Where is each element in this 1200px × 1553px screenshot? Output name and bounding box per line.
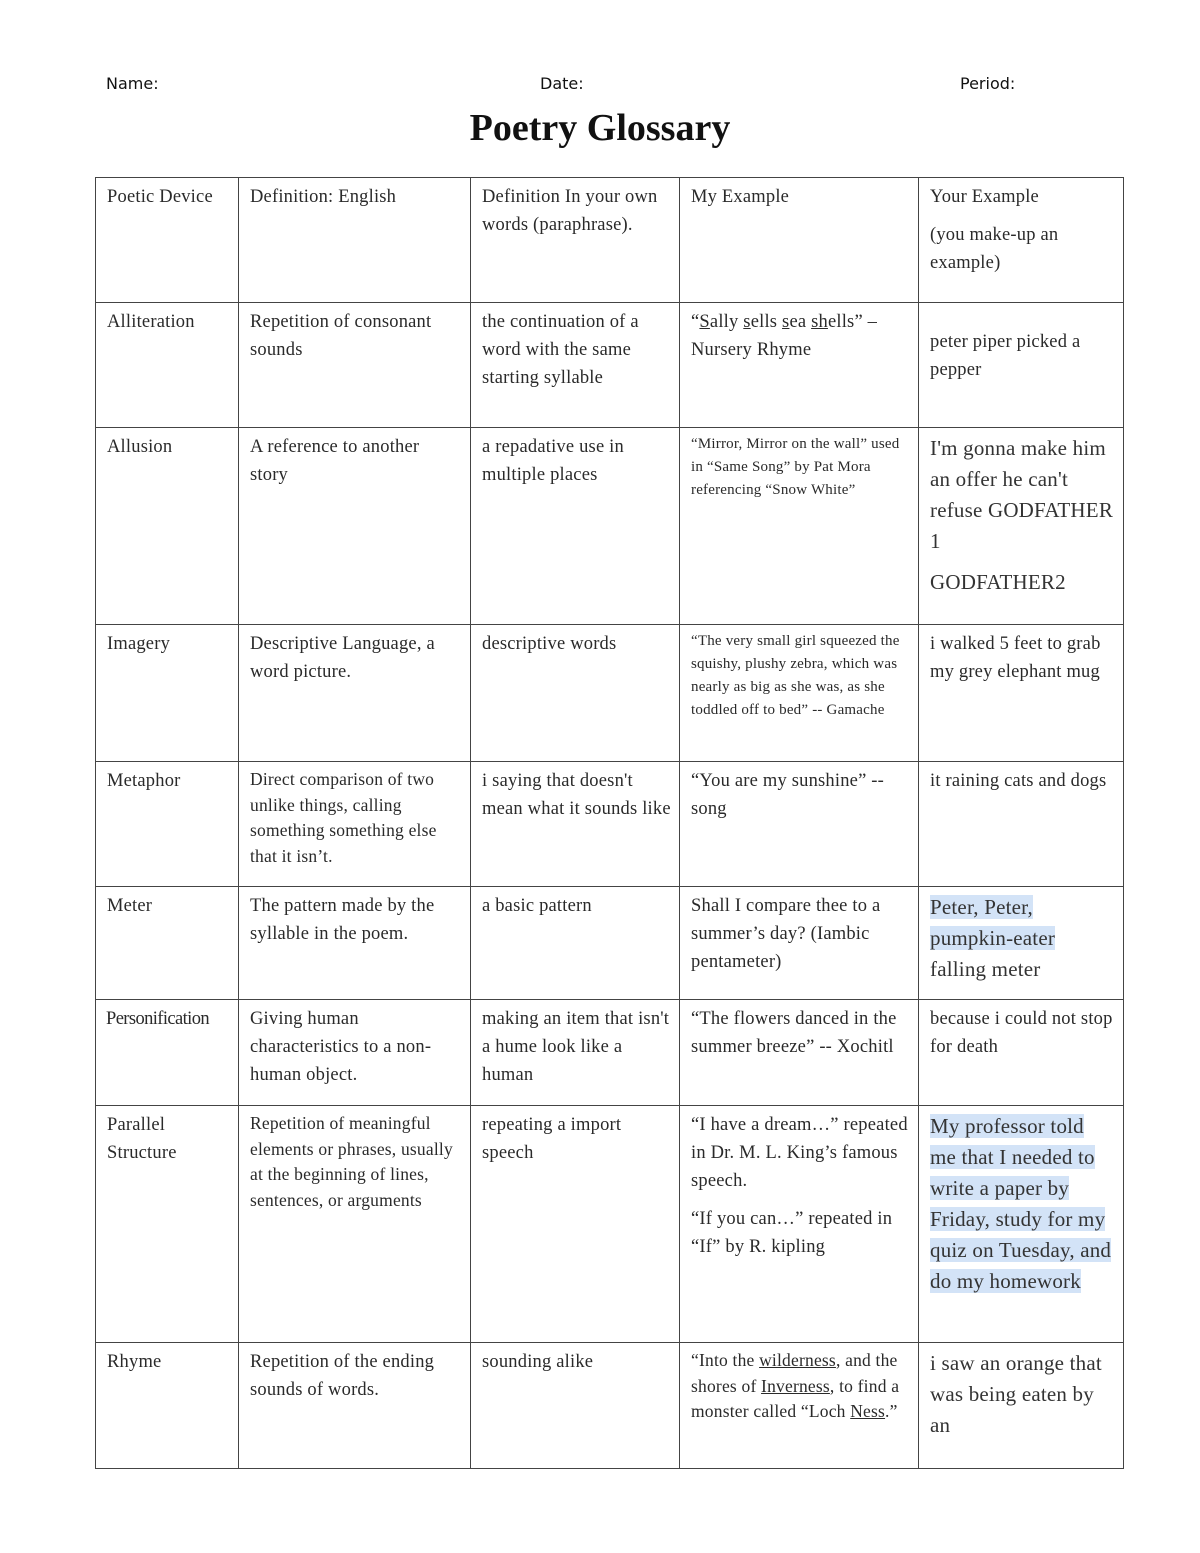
rhyme-word: wilderness [759, 1350, 836, 1370]
rhyme-word: Ness [850, 1401, 886, 1421]
your-example-cell[interactable] [919, 1343, 1124, 1469]
my-example-cell [680, 303, 919, 428]
highlighted-text[interactable]: My professor told me that I needed to write a paper by Friday, study for my quiz on Tuesday, and do my homework [930, 1114, 1112, 1293]
own-words-cell: a basic pattern [471, 887, 680, 1000]
my-example-cell [680, 1106, 919, 1343]
own-words-cell: i saying that doesn't mean what it sounds like [471, 762, 680, 887]
your-example-hint: (you make-up an example) [930, 225, 1059, 273]
definition-cell: Repetition of the ending sounds of words. [239, 1343, 471, 1469]
my-example-cell: “You are my sunshine” -- song [680, 762, 919, 887]
own-words-cell: descriptive words [471, 625, 680, 762]
column-header-your-example [919, 178, 1124, 303]
table-row [96, 1106, 1124, 1343]
definition-cell: Descriptive Language, a word picture. [239, 625, 471, 762]
example-fragment: ea [789, 312, 812, 332]
device-cell: Meter [96, 887, 239, 1000]
your-example-cell[interactable] [919, 887, 1124, 1000]
your-example-text[interactable]: I'm gonna make him an offer he can't refuse GODFATHER 1 [930, 436, 1114, 553]
rhyme-word: Inverness [761, 1375, 830, 1396]
example-fragment: ells [750, 312, 783, 332]
alliteration-letter: s [743, 312, 751, 332]
your-example-cell[interactable]: because i could not stop for death [919, 1000, 1124, 1106]
definition-cell: Repetition of meaningful elements or phrases, usually at the beginning of lines, sentences, or arguments [239, 1106, 471, 1343]
your-example-text[interactable]: peter piper picked a pepper [930, 332, 1081, 380]
example-fragment: ally [709, 312, 744, 332]
example-fragment: “Into the [691, 1350, 760, 1370]
table-row [96, 303, 1124, 428]
page-title: Poetry Glossary [469, 107, 731, 149]
your-example-cell[interactable] [919, 1106, 1124, 1343]
my-example-cell: “The flowers danced in the summer breeze” -- Xochitl [680, 1000, 919, 1106]
your-example-title: Your Example [930, 187, 1039, 207]
your-example-cell[interactable] [919, 303, 1124, 428]
column-header-definition: Definition: English [239, 178, 471, 303]
your-example-text[interactable]: i saw an orange that was being eaten by an [930, 1351, 1102, 1437]
my-example-cell: Shall I compare thee to a summer’s day? (Iambic pentameter) [680, 887, 919, 1000]
period-label: Period: [960, 74, 1016, 93]
table-row [96, 428, 1124, 625]
my-example-cell: “The very small girl squeezed the squishy, plushy zebra, which was nearly as big as she was, as she toddled off to bed” -- Gamache [680, 625, 919, 762]
device-cell: Metaphor [96, 762, 239, 887]
device-cell: Alliteration [96, 303, 239, 428]
example-text-2: “If you can…” repeated in “If” by R. kipling [691, 1209, 893, 1257]
definition-cell: Repetition of consonant sounds [239, 303, 471, 428]
table-row [96, 1000, 1124, 1106]
your-example-cell[interactable]: it raining cats and dogs [919, 762, 1124, 887]
column-header-device: Poetic Device [96, 178, 239, 303]
device-cell: Personification [96, 1000, 239, 1106]
own-words-cell: sounding alike [471, 1343, 680, 1469]
device-cell: Rhyme [96, 1343, 239, 1469]
device-cell: Allusion [96, 428, 239, 625]
definition-cell: The pattern made by the syllable in the poem. [239, 887, 471, 1000]
own-words-cell: the continuation of a word with the same starting syllable [471, 303, 680, 428]
example-fragment: , and the shores of [691, 1350, 898, 1396]
alliteration-letter: sh [811, 312, 828, 332]
alliteration-letter: s [782, 312, 790, 332]
name-label: Name: [106, 74, 159, 93]
own-words-cell: making an item that isn't a hume look like a human [471, 1000, 680, 1106]
device-cell: Parallel Structure [96, 1106, 239, 1343]
your-example-cell[interactable] [919, 428, 1124, 625]
date-label: Date: [540, 74, 584, 93]
highlighted-text[interactable]: Peter, Peter, pumpkin-eater [930, 895, 1056, 950]
table-header-row [96, 178, 1124, 303]
own-words-cell: a repadative use in multiple places [471, 428, 680, 625]
own-words-cell: repeating a import speech [471, 1106, 680, 1343]
definition-cell: Giving human characteristics to a non-human object. [239, 1000, 471, 1106]
table-row [96, 1343, 1124, 1469]
example-fragment: , to find a monster called “Loch [691, 1375, 900, 1421]
column-header-my-example: My Example [680, 178, 919, 303]
alliteration-letter: S [699, 312, 710, 332]
your-example-text[interactable]: falling meter [930, 957, 1041, 981]
your-example-text-2[interactable]: GODFATHER2 [930, 570, 1066, 594]
device-cell: Imagery [96, 625, 239, 762]
column-header-own-words: Definition In your own words (paraphrase). [471, 178, 680, 303]
example-fragment: ells” – [827, 312, 878, 332]
example-source: Nursery Rhyme [691, 340, 812, 360]
definition-cell: Direct comparison of two unlike things, calling something something else that it isn’t. [239, 762, 471, 887]
my-example-cell [680, 1343, 919, 1469]
quote-mark: “ [691, 312, 700, 332]
example-fragment: .” [885, 1401, 898, 1421]
definition-cell: A reference to another story [239, 428, 471, 625]
your-example-cell[interactable]: i walked 5 feet to grab my grey elephant mug [919, 625, 1124, 762]
table-row [96, 625, 1124, 762]
table-row [96, 762, 1124, 887]
table-row [96, 887, 1124, 1000]
example-text: “I have a dream…” repeated in Dr. M. L. King’s famous speech. [691, 1115, 908, 1191]
my-example-cell: “Mirror, Mirror on the wall” used in “Same Song” by Pat Mora referencing “Snow White” [680, 428, 919, 625]
glossary-table [95, 177, 1124, 1469]
